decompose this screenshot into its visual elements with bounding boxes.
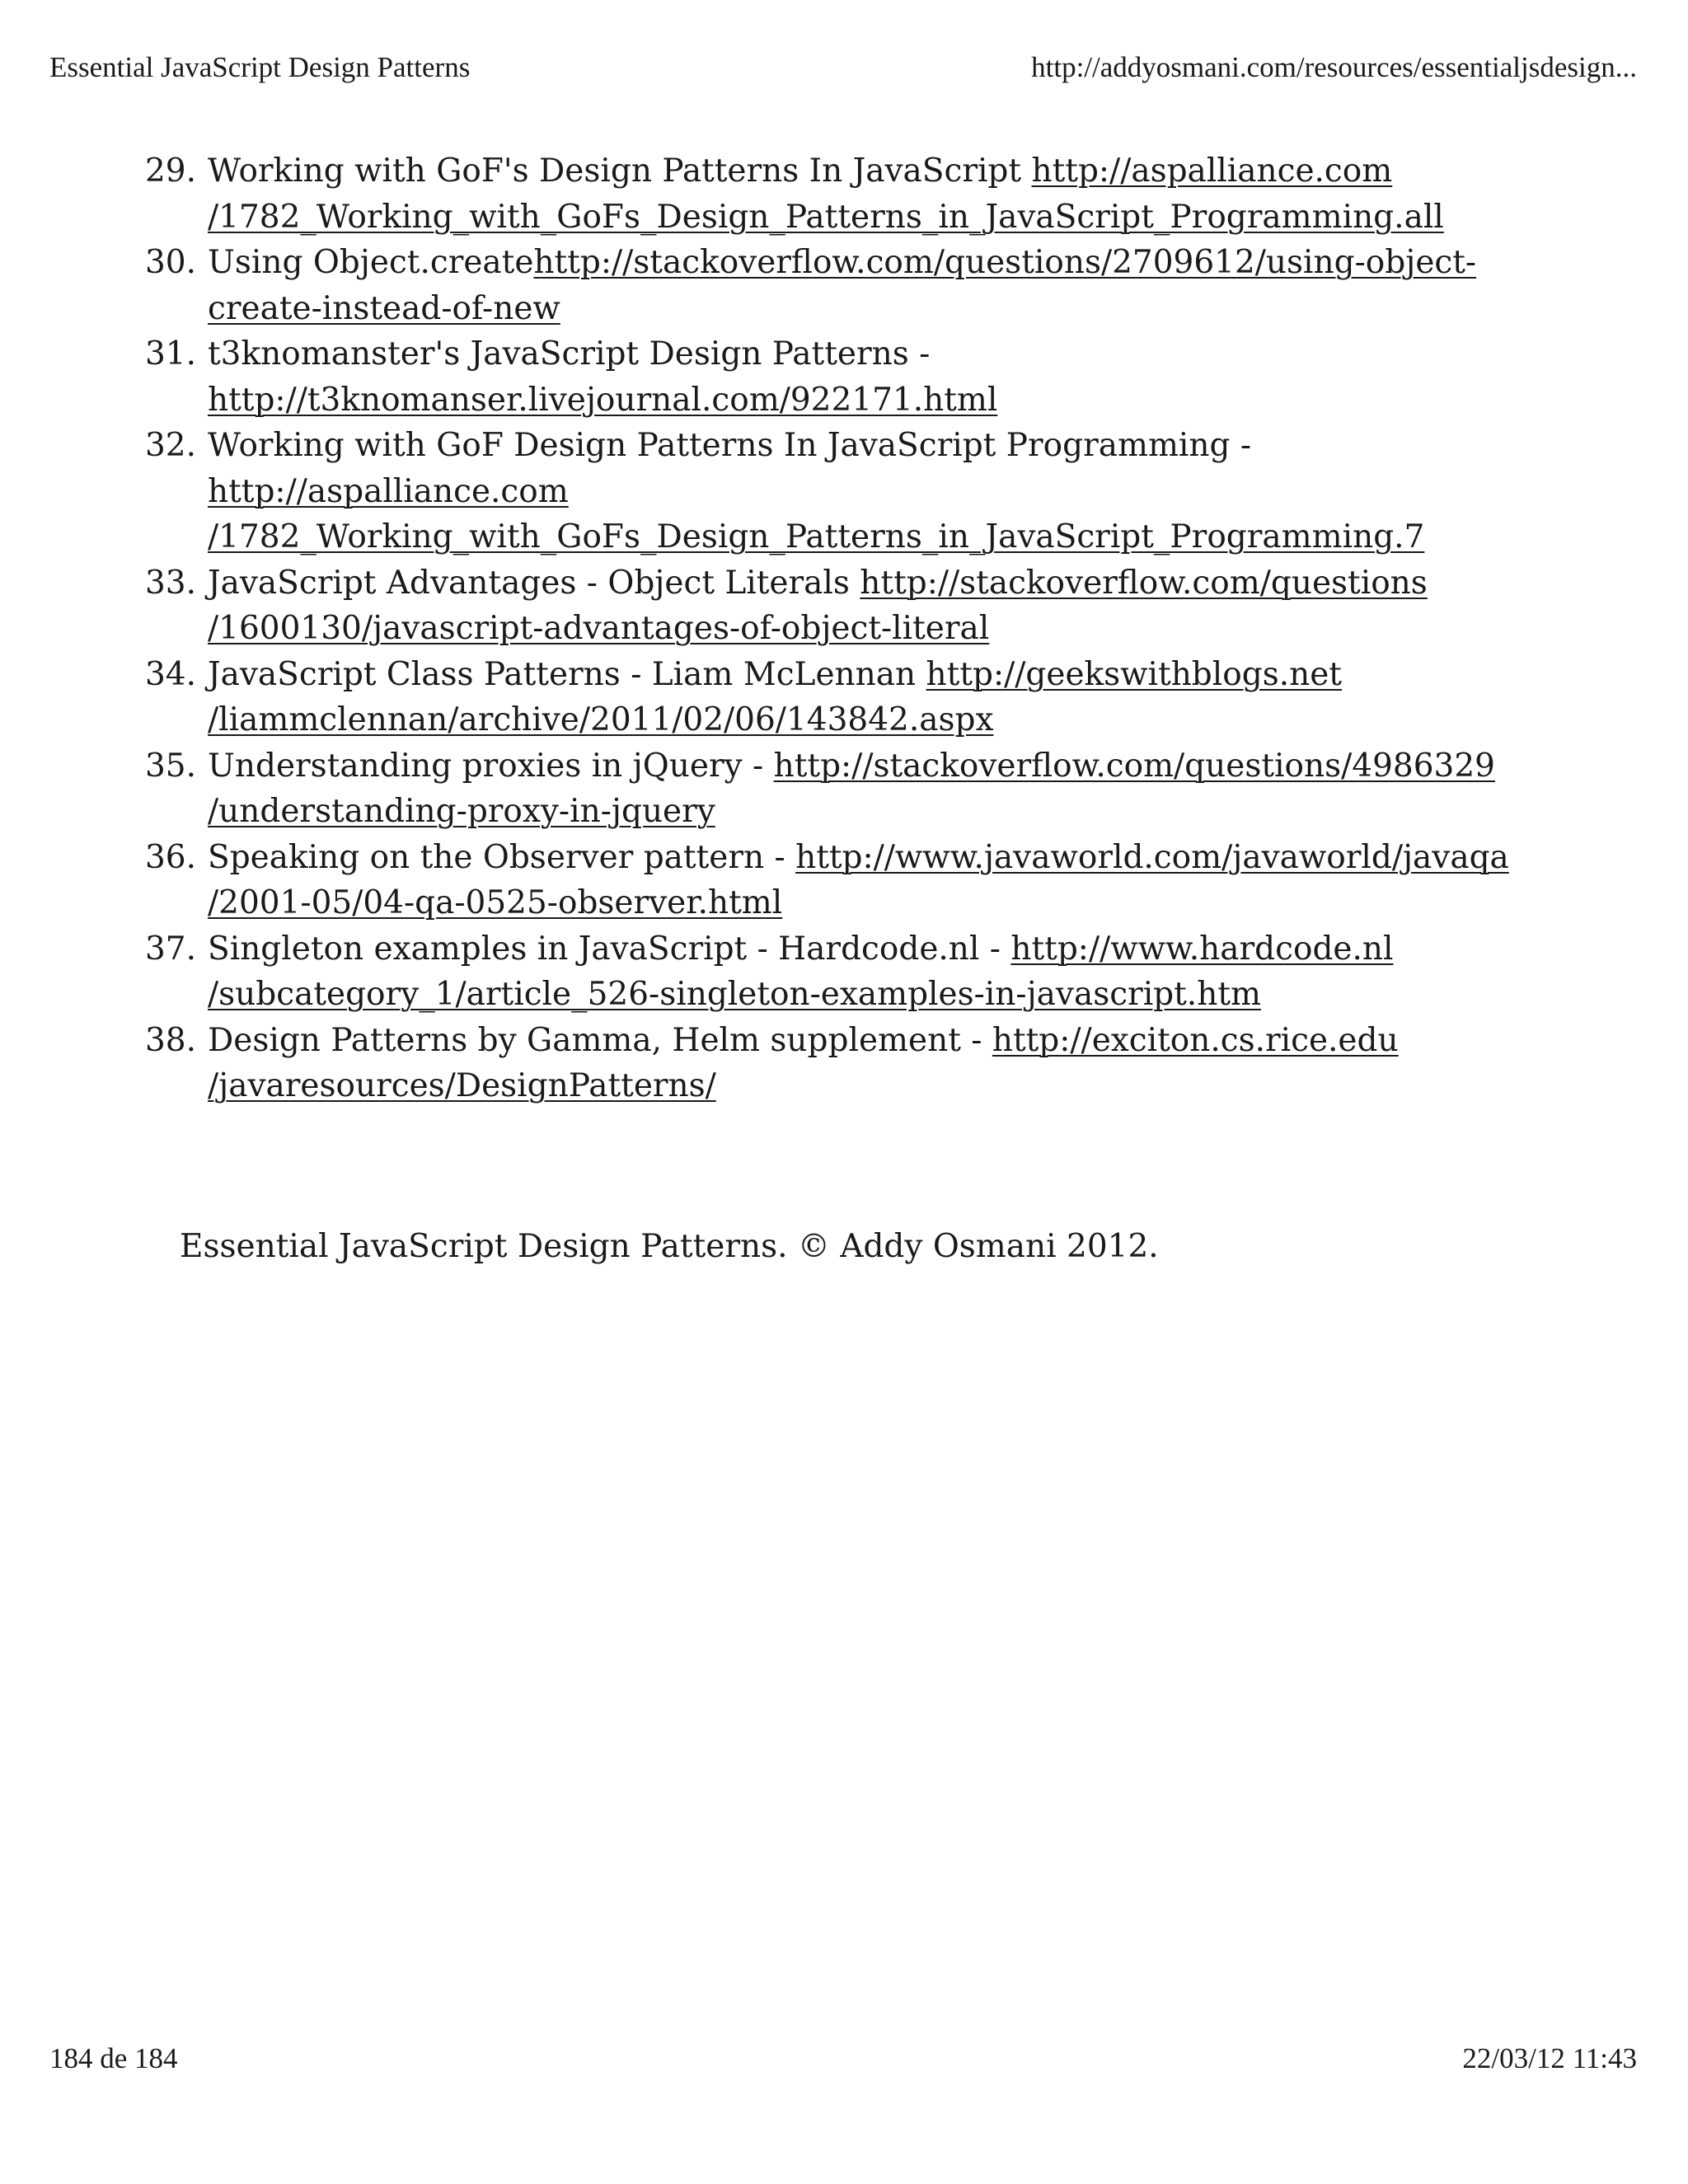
reference-number: 36.: [144, 838, 196, 876]
reference-text: Working with GoF Design Patterns In JavaScript Programming -: [208, 427, 1252, 464]
reference-item: [132, 652, 1550, 743]
reference-item: [132, 423, 1550, 560]
reference-number: 37.: [144, 930, 196, 968]
page-number: 184 de 184: [49, 2042, 178, 2074]
reference-text: JavaScript Advantages - Object Literals: [208, 564, 860, 602]
reference-item: [132, 148, 1550, 240]
reference-list: [132, 148, 1550, 1109]
reference-number: 29.: [144, 152, 196, 190]
header-title: Essential JavaScript Design Patterns: [49, 51, 471, 83]
print-datetime: 22/03/12 11:43: [1462, 2042, 1637, 2074]
reference-text: t3knomanster's JavaScript Design Patterns -: [208, 335, 931, 373]
reference-item: [132, 926, 1550, 1018]
reference-number: 38.: [144, 1021, 196, 1059]
reference-link[interactable]: http://aspalliance.com /1782_Working_with_GoFs_Design_Patterns_in_JavaScript_Programming.all: [208, 152, 1444, 236]
reference-item: [132, 835, 1550, 926]
reference-item: [132, 1018, 1550, 1109]
reference-link[interactable]: http://www.javaworld.com/javaworld/javaqa /2001-05/04-qa-0525-observer.html: [208, 838, 1509, 921]
reference-text: Using Object.create: [208, 244, 534, 281]
reference-text: Working with GoF's Design Patterns In JavaScript: [208, 152, 1032, 190]
reference-number: 34.: [144, 655, 196, 693]
reference-link[interactable]: http://www.hardcode.nl /subcategory_1/article_526-singleton-examples-in-javascript.htm: [208, 930, 1394, 1013]
reference-link[interactable]: http://stackoverflow.com/questions /1600130/javascript-advantages-of-object-literal: [208, 564, 1428, 647]
reference-number: 32.: [144, 427, 196, 464]
reference-link[interactable]: http://aspalliance.com /1782_Working_with_GoFs_Design_Patterns_in_JavaScript_Programming.7: [208, 472, 1425, 555]
reference-link[interactable]: http://geekswithblogs.net /liammclennan/archive/2011/02/06/143842.aspx: [208, 655, 1342, 738]
reference-text: JavaScript Class Patterns - Liam McLennan: [208, 655, 926, 693]
copyright-notice: Essential JavaScript Design Patterns. © Addy Osmani 2012.: [180, 1228, 1159, 1265]
reference-link[interactable]: http://stackoverflow.com/questions/4986329 /understanding-proxy-in-jquery: [208, 747, 1495, 830]
reference-item: [132, 240, 1550, 331]
reference-item: [132, 560, 1550, 652]
reference-item: [132, 743, 1550, 835]
reference-number: 33.: [144, 564, 196, 602]
reference-link[interactable]: http://exciton.cs.rice.edu /javaresources/DesignPatterns/: [208, 1021, 1399, 1104]
reference-text: Speaking on the Observer pattern -: [208, 838, 796, 876]
reference-text: Design Patterns by Gamma, Helm supplement -: [208, 1021, 992, 1059]
reference-link[interactable]: http://t3knomanser.livejournal.com/922171.html: [208, 381, 998, 419]
reference-number: 31.: [144, 335, 196, 373]
reference-text: Singleton examples in JavaScript - Hardcode.nl -: [208, 930, 1011, 968]
reference-text: Understanding proxies in jQuery -: [208, 747, 774, 785]
reference-item: [132, 331, 1550, 423]
reference-number: 30.: [144, 244, 196, 281]
header-url: http://addyosmani.com/resources/essentialjsdesign...: [1031, 51, 1637, 83]
reference-link[interactable]: http://stackoverflow.com/questions/2709612/using-object- create-instead-of-new: [208, 244, 1477, 327]
reference-number: 35.: [144, 747, 196, 785]
